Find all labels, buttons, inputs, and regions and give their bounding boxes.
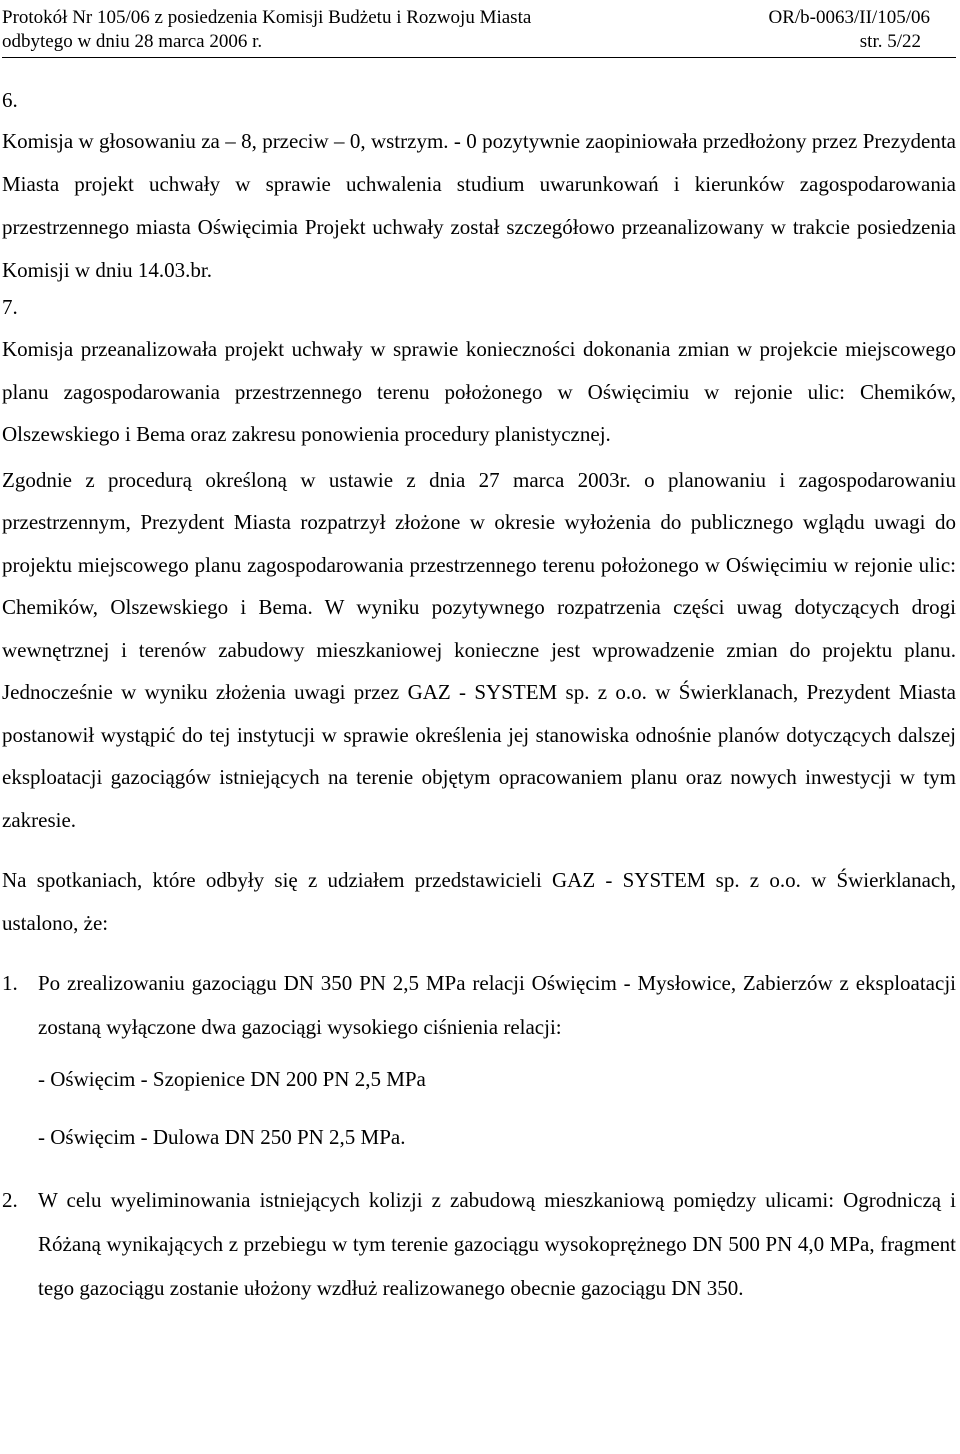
document-body	[2, 85, 956, 1310]
header-page-number: str. 5/22	[859, 31, 921, 52]
section-7-procedure-paragraph: Zgodnie z procedurą określoną w ustawie z dnia 27 marca 2003r. o planowaniu i zagospodarowaniu przestrzennym, Prezydent Miasta rozpatrzył złożone w okresie wyłożenia do publicznego wglądu uwagi do projektu miejscowego planu zagospodarowania przestrzennego terenu położonego w Oświęcimiu w rejonie ulic: Chemików, Olszewskiego i Bema. W wyniku pozytywnego rozpatrzenia części uwag dotyczących drogi wewnętrznej i terenów zabudowy mieszkaniowej konieczne jest wprowadzenie zmian do projektu planu. Jednocześnie w wyniku złożenia uwagi przez GAZ - SYSTEM sp. z o.o. w Świerklanach, Prezydent Miasta postanowił wystąpić do tej instytucji w sprawie określenia jej stanowiska odnośnie planów dotyczących dalszej eksploatacji gazociągów istniejących na terenie objętym opracowaniem planu oraz nowych inwestycji w tym zakresie.	[2, 467, 956, 832]
section-7-meetings-paragraph: Na spotkaniach, które odbyły się z udziałem przedstawicieli GAZ - SYSTEM sp. z o.o. w Świerklanach, ustalono, że:	[2, 868, 956, 935]
header-reference-number: OR/b-0063/II/105/06	[768, 7, 930, 28]
header-date: odbytego w dniu 28 marca 2006 r.	[2, 31, 263, 52]
header-row-2	[2, 30, 956, 54]
list-item	[2, 1178, 956, 1310]
section-6-number: 6.	[2, 88, 18, 112]
list-item	[2, 961, 956, 1049]
page-header	[2, 6, 956, 58]
list-item-marker: 2.	[2, 1188, 18, 1212]
list-item-marker: 1.	[2, 971, 18, 995]
list-subitem: - Oświęcim - Szopienice DN 200 PN 2,5 MPa	[38, 1067, 426, 1091]
list-item-text: Po zrealizowaniu gazociągu DN 350 PN 2,5 MPa relacji Oświęcim - Mysłowice, Zabierzów z eksploatacji zostaną wyłączone dwa gazociągi wysokiego ciśnienia relacji:	[38, 971, 956, 1039]
section-6-text: Komisja w głosowaniu za – 8, przeciw – 0, wstrzym. - 0 pozytywnie zaopiniowała przedłożony przez Prezydenta Miasta projekt uchwały w sprawie uchwalenia studium uwarunkowań i kierunków zagospodarowania przestrzennego miasta Oświęcimia Projekt uchwały został szczegółowo przeanalizowany w trakcie posiedzenia Komisji w dniu 14.03.br.	[2, 129, 956, 282]
list-item-text: W celu wyeliminowania istniejących kolizji z zabudową mieszkaniową pomiędzy ulicami: Ogrodniczą i Różaną wynikających z przebiegu w tym terenie gazociągu wysokoprężnego DN 500 PN 4,0 MPa, fragment tego gazociągu zostanie ułożony wzdłuż realizowanego obecnie gazociągu DN 350.	[38, 1188, 956, 1300]
section-7-text: Komisja przeanalizowała projekt uchwały w sprawie konieczności dokonania zmian w projekcie miejscowego planu zagospodarowania przestrzennego terenu położonego w Oświęcimiu w rejonie ulic: Chemików, Olszewskiego i Bema oraz zakresu ponowienia procedury planistycznej.	[2, 337, 956, 446]
list-subitem: - Oświęcim - Dulowa DN 250 PN 2,5 MPa.	[38, 1125, 406, 1149]
findings-list	[2, 961, 956, 1310]
header-title: Protokół Nr 105/06 z posiedzenia Komisji Budżetu i Rozwoju Miasta	[2, 7, 532, 28]
header-row-1	[2, 6, 956, 30]
section-7-number: 7.	[2, 295, 18, 319]
